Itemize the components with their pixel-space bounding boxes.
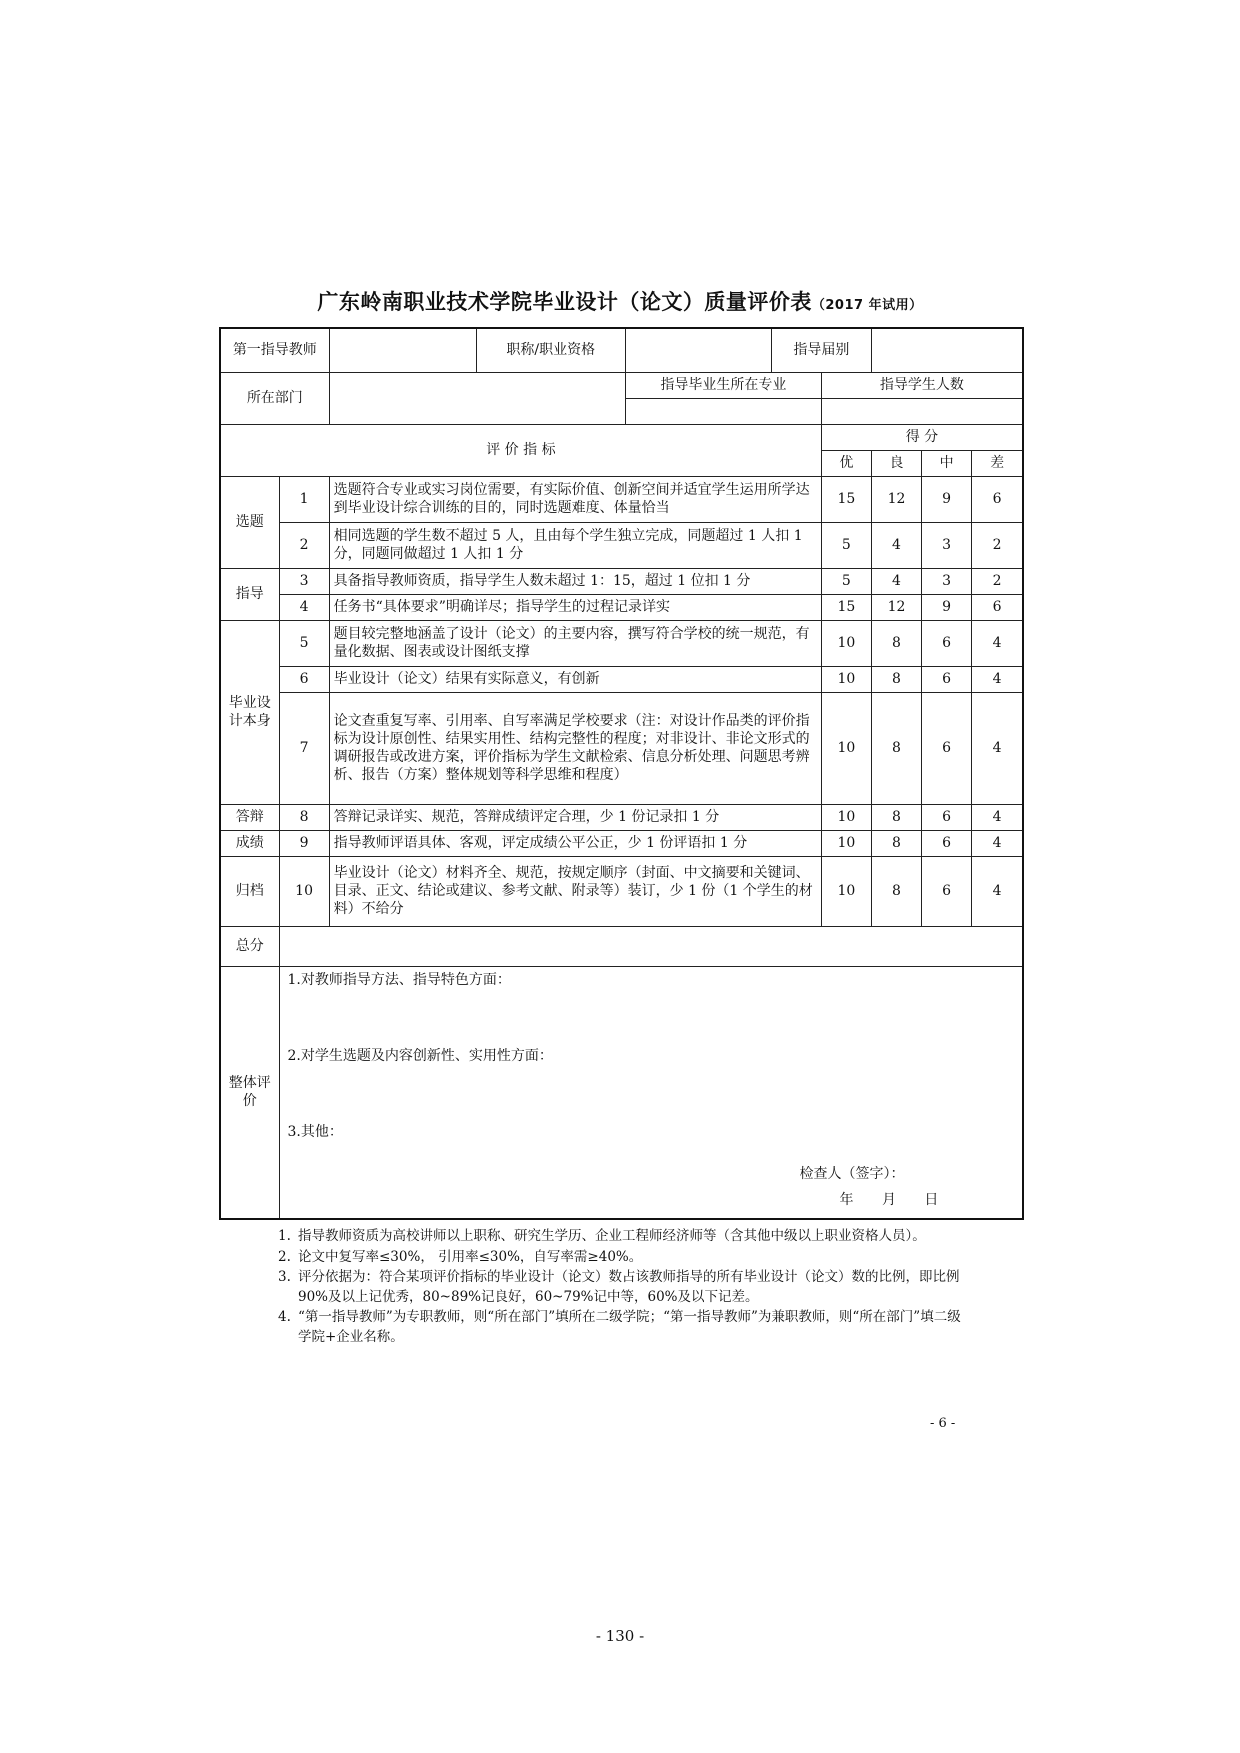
- score-poor: 2: [972, 522, 1023, 568]
- category-topic: 选题: [220, 476, 279, 568]
- score-header: 得 分: [821, 424, 1023, 450]
- score-good: 12: [871, 594, 921, 620]
- score-medium: 6: [922, 620, 972, 666]
- criterion-no: 9: [279, 830, 329, 856]
- score-excellent: 10: [821, 804, 871, 830]
- grade-medium: 中: [922, 450, 972, 476]
- score-excellent: 10: [821, 666, 871, 692]
- score-poor: 4: [972, 620, 1023, 666]
- field-overall[interactable]: [279, 966, 1023, 1219]
- category-grade: 成绩: [220, 830, 279, 856]
- criterion-no: 8: [279, 804, 329, 830]
- score-poor: 6: [972, 594, 1023, 620]
- score-excellent: 10: [821, 856, 871, 926]
- criterion-no: 3: [279, 568, 329, 594]
- title-main: 广东岭南职业技术学院毕业设计（论文）质量评价表: [317, 290, 812, 314]
- label-advise-year: 指导届别: [771, 328, 871, 372]
- footnote-text: “第一指导教师”为专职教师，则“所在部门”填所在二级学院；“第一指导教师”为兼职教师，则“所在部门”填二级学院+企业名称。: [298, 1309, 961, 1345]
- score-poor: 4: [972, 692, 1023, 804]
- score-excellent: 5: [821, 568, 871, 594]
- score-good: 8: [871, 856, 921, 926]
- score-poor: 2: [972, 568, 1023, 594]
- criterion-no: 1: [279, 476, 329, 522]
- footnote: [278, 1248, 968, 1268]
- field-title-qual[interactable]: [625, 328, 771, 372]
- criterion-text: 具备指导教师资质，指导学生人数未超过 1：15，超过 1 位扣 1 分: [329, 568, 821, 594]
- score-good: 8: [871, 830, 921, 856]
- field-total[interactable]: [279, 926, 1023, 966]
- score-good: 12: [871, 476, 921, 522]
- label-first-advisor: 第一指导教师: [220, 328, 329, 372]
- score-medium: 6: [922, 804, 972, 830]
- footnote-text: 评分依据为：符合某项评价指标的毕业设计（论文）数占该教师指导的所有毕业设计（论文）数的比例，即比例 90%及以上记优秀，80~89%记良好，60~79%记中等，60%及以下记差。: [298, 1269, 960, 1305]
- score-excellent: 15: [821, 476, 871, 522]
- overall-item-3: 3.其他：: [287, 1123, 343, 1140]
- footnote: [278, 1308, 968, 1347]
- criterion-text: 答辩记录详实、规范，答辩成绩评定合理，少 1 份记录扣 1 分: [329, 804, 821, 830]
- score-good: 4: [871, 568, 921, 594]
- score-medium: 9: [922, 476, 972, 522]
- date-label: 年 月 日: [839, 1191, 939, 1208]
- field-student-count[interactable]: [821, 398, 1023, 424]
- field-department[interactable]: [329, 372, 625, 424]
- footnote-text: 论文中复写率≤30%， 引用率≤30%，自写率需≥40%。: [298, 1248, 643, 1265]
- criterion-text: 任务书“具体要求”明确详尽；指导学生的过程记录详实: [329, 594, 821, 620]
- score-medium: 6: [922, 830, 972, 856]
- label-overall: 整体评价: [220, 966, 279, 1219]
- label-title-qual: 职称/职业资格: [476, 328, 625, 372]
- footnote-text: 指导教师资质为高校讲师以上职称、研究生学历、企业工程师经济师等（含其他中级以上职业资格人员）。: [298, 1228, 926, 1244]
- footnote-num: 1.: [278, 1228, 291, 1244]
- score-poor: 4: [972, 666, 1023, 692]
- criterion-text: 题目较完整地涵盖了设计（论文）的主要内容，撰写符合学校的统一规范，有量化数据、图表或设计图纸支撑: [329, 620, 821, 666]
- score-good: 8: [871, 692, 921, 804]
- inner-page-number: - 6 -: [930, 1416, 956, 1431]
- criterion-text: 指导教师评语具体、客观，评定成绩公平公正，少 1 份评语扣 1 分: [329, 830, 821, 856]
- category-guidance: 指导: [220, 568, 279, 620]
- criterion-no: 4: [279, 594, 329, 620]
- score-excellent: 10: [821, 830, 871, 856]
- criterion-no: 10: [279, 856, 329, 926]
- footnote: [278, 1268, 968, 1307]
- label-total: 总分: [220, 926, 279, 966]
- criterion-text: 相同选题的学生数不超过 5 人，且由每个学生独立完成，同题超过 1 人扣 1 分，同题同做超过 1 人扣 1 分: [329, 522, 821, 568]
- score-excellent: 10: [821, 620, 871, 666]
- score-poor: 4: [972, 856, 1023, 926]
- footnote: [278, 1227, 968, 1247]
- criterion-no: 2: [279, 522, 329, 568]
- criterion-no: 6: [279, 666, 329, 692]
- score-excellent: 5: [821, 522, 871, 568]
- score-good: 8: [871, 804, 921, 830]
- title-sub: （2017 年试用）: [811, 298, 923, 313]
- score-good: 8: [871, 666, 921, 692]
- score-good: 8: [871, 620, 921, 666]
- page-title: [0, 286, 1240, 316]
- criterion-text: 毕业设计（论文）材料齐全、规范，按规定顺序（封面、中文摘要和关键词、目录、正文、结论或建议、参考文献、附录等）装订，少 1 份（1 个学生的材料）不给分: [329, 856, 821, 926]
- score-excellent: 10: [821, 692, 871, 804]
- criterion-no: 7: [279, 692, 329, 804]
- criterion-no: 5: [279, 620, 329, 666]
- footnotes: [278, 1227, 968, 1348]
- indicator-header: 评 价 指 标: [220, 424, 821, 476]
- signature-label: 检查人（签字）：: [799, 1165, 905, 1182]
- label-student-major: 指导毕业生所在专业: [625, 372, 821, 398]
- score-poor: 6: [972, 476, 1023, 522]
- footnote-num: 2.: [278, 1248, 291, 1265]
- footnote-num: 4.: [278, 1309, 291, 1326]
- grade-good: 良: [871, 450, 921, 476]
- criterion-text: 选题符合专业或实习岗位需要，有实际价值、创新空间并适宜学生运用所学达到毕业设计综合训练的目的，同时选题难度、体量恰当: [329, 476, 821, 522]
- score-good: 4: [871, 522, 921, 568]
- score-excellent: 15: [821, 594, 871, 620]
- score-medium: 3: [922, 522, 972, 568]
- label-student-count: 指导学生人数: [821, 372, 1023, 398]
- score-medium: 6: [922, 856, 972, 926]
- category-archive: 归档: [220, 856, 279, 926]
- field-student-major[interactable]: [625, 398, 821, 424]
- field-advise-year[interactable]: [871, 328, 1023, 372]
- score-medium: 6: [922, 692, 972, 804]
- category-design: 毕业设计本身: [220, 620, 279, 804]
- criterion-text: 毕业设计（论文）结果有实际意义，有创新: [329, 666, 821, 692]
- evaluation-form: [219, 327, 1024, 1220]
- overall-item-2: 2.对学生选题及内容创新性、实用性方面：: [287, 1047, 553, 1064]
- score-medium: 9: [922, 594, 972, 620]
- score-poor: 4: [972, 804, 1023, 830]
- score-medium: 3: [922, 568, 972, 594]
- grade-excellent: 优: [821, 450, 871, 476]
- category-defense: 答辩: [220, 804, 279, 830]
- overall-item-1: 1.对教师指导方法、指导特色方面：: [287, 971, 511, 988]
- grade-poor: 差: [972, 450, 1023, 476]
- footnote-num: 3.: [278, 1269, 291, 1286]
- outer-page-number: - 130 -: [595, 1627, 645, 1645]
- score-poor: 4: [972, 830, 1023, 856]
- criterion-text: 论文查重复写率、引用率、自写率满足学校要求（注：对设计作品类的评价指标为设计原创性、结果实用性、结构完整性的程度；对非设计、非论文形式的调研报告或改进方案，评价指标为学生文献检索、信息分析处理、问题思考辨析、报告（方案）整体规划等科学思维和程度）: [329, 692, 821, 804]
- field-first-advisor[interactable]: [329, 328, 476, 372]
- score-medium: 6: [922, 666, 972, 692]
- label-department: 所在部门: [220, 372, 329, 424]
